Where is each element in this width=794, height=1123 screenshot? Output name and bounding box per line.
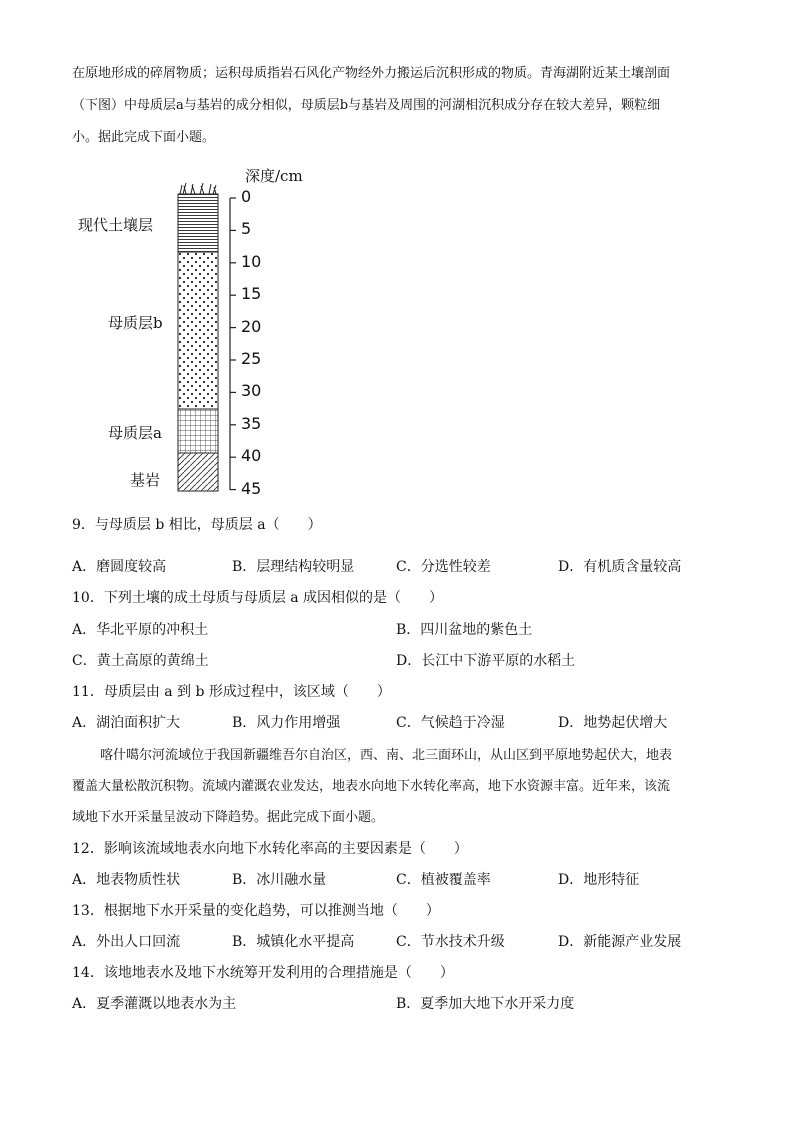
q9-option-a: A．磨圆度较高	[72, 559, 167, 575]
depth-tick-label: 20	[241, 316, 262, 336]
intro-line-3: 小。据此完成下面小题。	[72, 130, 216, 145]
depth-tick-label: 45	[241, 478, 262, 498]
q9-option-d: D．有机质含量较高	[558, 559, 682, 575]
q12-option-d: D．地形特征	[558, 872, 640, 888]
q10-option-a: A．华北平原的冲积土	[72, 622, 209, 638]
q9-option-c: C．分选性较差	[396, 559, 491, 575]
q11-option-c: C．气候趋于冷湿	[396, 715, 505, 731]
passage2-line-2: 覆盖大量松散沉积物。流域内灌溉农业发达，地表水向地下水转化率高，地下水资源丰富。近年来，该流	[72, 779, 671, 794]
parent-material-b-layer	[178, 252, 218, 409]
question-12-stem: 12．影响该流域地表水向地下水转化率高的主要因素是（ ）	[72, 841, 468, 857]
question-9-stem: 9．与母质层 b 相比，母质层 a（ ）	[72, 517, 322, 533]
q11-option-b: B．风力作用增强	[232, 715, 341, 731]
bedrock-layer	[178, 453, 218, 491]
question-10-stem: 10．下列土壤的成土母质与母质层 a 成因相似的是（ ）	[72, 590, 444, 606]
intro-line-1: 在原地形成的碎屑物质；运积母质指岩石风化产物经外力搬运后沉积形成的物质。青海湖附近某土壤剖面	[72, 66, 671, 81]
depth-tick-label: 5	[241, 219, 252, 239]
grass-icon	[180, 183, 216, 194]
depth-tick-label: 10	[241, 251, 262, 271]
depth-tick-label: 40	[241, 446, 262, 466]
bedrock-label: 基岩	[130, 471, 161, 489]
parent-material-a-layer	[178, 409, 218, 453]
q14-option-b: B．夏季加大地下水开采力度	[396, 996, 575, 1012]
modern-soil-label: 现代土壤层	[78, 216, 154, 234]
depth-tick-label: 35	[241, 413, 262, 433]
intro-line-2: （下图）中母质层a与基岩的成分相似，母质层b与基岩及周围的河湖相沉积成分存在较大差异，颗粒细	[72, 98, 661, 113]
q9-option-b: B．层理结构较明显	[232, 559, 355, 575]
question-14-stem: 14．该地地表水及地下水统筹开发利用的合理措施是（ ）	[72, 965, 454, 981]
soil-profile-figure	[70, 160, 350, 500]
q13-option-d: D．新能源产业发展	[558, 934, 682, 950]
q10-option-b: B．四川盆地的紫色土	[396, 622, 533, 638]
q12-option-a: A．地表物质性状	[72, 872, 181, 888]
depth-axis-title: 深度/cm	[245, 167, 303, 185]
q12-option-c: C．植被覆盖率	[396, 872, 491, 888]
q10-option-d: D．长江中下游平原的水稻土	[396, 653, 576, 669]
q11-option-d: D．地势起伏增大	[558, 715, 668, 731]
depth-tick-label: 0	[241, 187, 252, 206]
q14-option-a: A．夏季灌溉以地表水为主	[72, 996, 237, 1012]
q12-option-b: B．冰川融水量	[232, 872, 327, 888]
q11-option-a: A．湖泊面积扩大	[72, 715, 181, 731]
passage2-line-3: 域地下水开采量呈波动下降趋势。据此完成下面小题。	[72, 810, 385, 825]
passage2-line-1: 喀什噶尔河流域位于我国新疆维吾尔自治区，西、南、北三面环山，从山区到平原地势起伏大，地表	[100, 748, 673, 763]
depth-tick-label: 15	[241, 284, 262, 304]
depth-tick-label: 30	[241, 381, 262, 401]
q13-option-c: C．节水技术升级	[396, 934, 505, 950]
q10-option-c: C．黄土高原的黄绵土	[72, 653, 209, 669]
question-11-stem: 11．母质层由 a 到 b 形成过程中，该区域（ ）	[72, 684, 391, 700]
question-13-stem: 13．根据地下水开采量的变化趋势，可以推测当地（ ）	[72, 903, 440, 919]
parent-a-label: 母质层a	[108, 424, 162, 442]
q13-option-b: B．城镇化水平提高	[232, 934, 355, 950]
modern-soil-layer	[178, 194, 218, 252]
q13-option-a: A．外出人口回流	[72, 934, 181, 950]
depth-tick-label: 25	[241, 349, 262, 368]
parent-b-label: 母质层b	[108, 314, 163, 332]
